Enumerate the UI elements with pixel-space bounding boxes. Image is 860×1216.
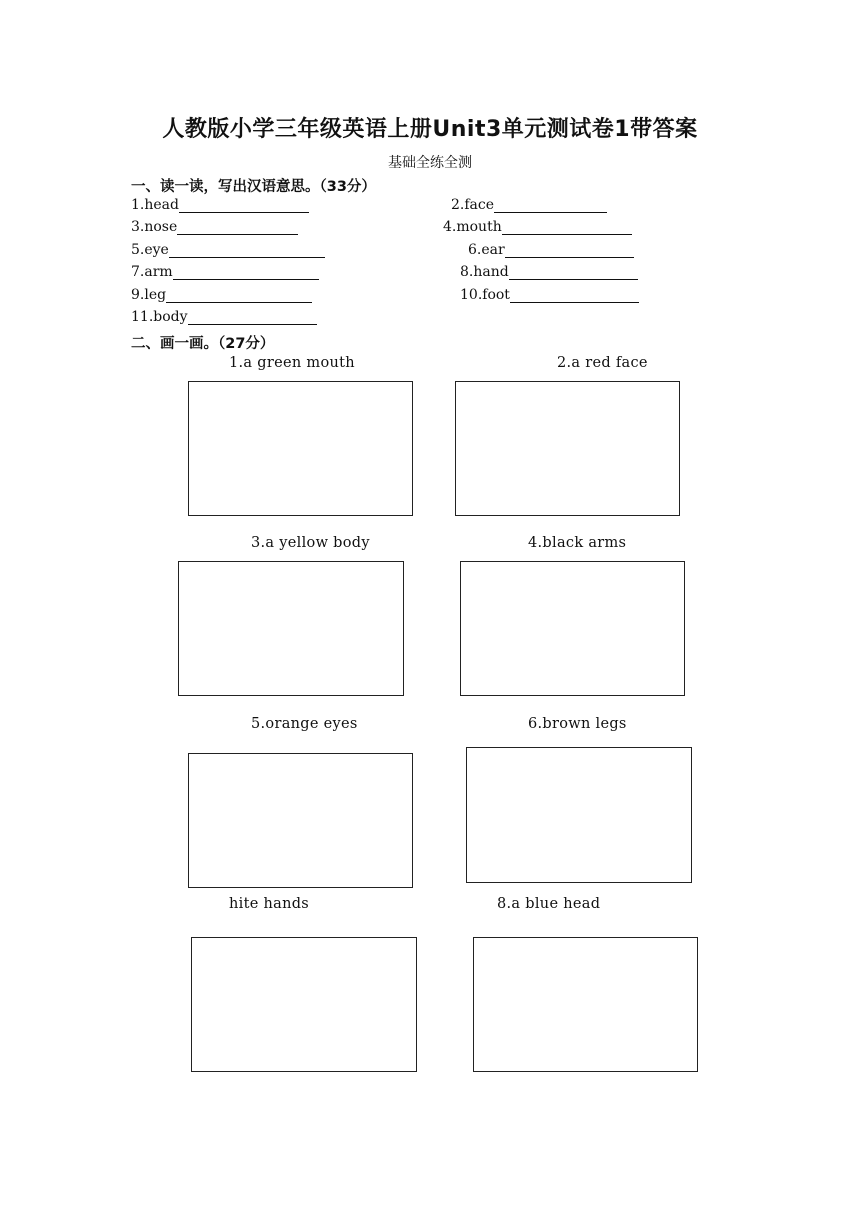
vocab-word: 11.body — [131, 309, 188, 325]
vocab-item — [131, 264, 319, 280]
vocab-word: 10.foot — [460, 287, 510, 303]
vocab-word: 2.face — [451, 197, 495, 213]
section-2-heading: 二、画一画。（27分） — [131, 336, 275, 352]
vocab-word: 8.hand — [460, 264, 509, 280]
drawing-box[interactable] — [191, 937, 417, 1072]
answer-blank[interactable] — [502, 219, 632, 235]
vocab-item — [451, 197, 607, 213]
answer-blank[interactable] — [494, 197, 607, 213]
answer-blank[interactable] — [179, 197, 309, 213]
drawing-box[interactable] — [188, 753, 413, 888]
answer-blank[interactable] — [166, 287, 312, 303]
answer-blank[interactable] — [169, 242, 325, 258]
drawing-prompt: 3.a yellow body — [251, 535, 370, 551]
answer-blank[interactable] — [505, 242, 634, 258]
vocab-word: 4.mouth — [443, 219, 502, 235]
vocab-item — [131, 309, 317, 325]
vocab-word: 5.eye — [131, 242, 169, 258]
vocab-item — [443, 219, 632, 235]
drawing-box[interactable] — [460, 561, 685, 696]
section-1-heading: 一、读一读，写出汉语意思。（33分） — [131, 179, 376, 195]
drawing-prompt: 4.black arms — [528, 535, 627, 551]
drawing-prompt: 5.orange eyes — [251, 716, 358, 732]
page-title: 人教版小学三年级英语上册Unit3单元测试卷1带答案 — [162, 117, 698, 142]
drawing-prompt: hite hands — [229, 896, 310, 912]
vocab-word: 3.nose — [131, 219, 178, 235]
vocab-item — [460, 264, 638, 280]
vocab-word: 9.leg — [131, 287, 167, 303]
drawing-box[interactable] — [178, 561, 404, 696]
answer-blank[interactable] — [188, 309, 317, 325]
answer-blank[interactable] — [510, 287, 639, 303]
drawing-box[interactable] — [473, 937, 698, 1072]
drawing-prompt: 1.a green mouth — [229, 355, 355, 371]
page-subtitle: 基础全练全测 — [388, 155, 472, 171]
vocab-item — [131, 287, 312, 303]
vocab-item — [131, 242, 325, 258]
vocab-word: 7.arm — [131, 264, 173, 280]
drawing-prompt: 8.a blue head — [497, 896, 601, 912]
drawing-prompt: 2.a red face — [557, 355, 648, 371]
answer-blank[interactable] — [177, 219, 298, 235]
vocab-word: 6.ear — [468, 242, 505, 258]
vocab-word: 1.head — [131, 197, 179, 213]
answer-blank[interactable] — [509, 264, 638, 280]
answer-blank[interactable] — [173, 264, 319, 280]
drawing-box[interactable] — [466, 747, 692, 883]
drawing-prompt: 6.brown legs — [528, 716, 627, 732]
drawing-box[interactable] — [188, 381, 413, 516]
vocab-item — [131, 219, 298, 235]
vocab-item — [131, 197, 309, 213]
vocab-item — [460, 287, 639, 303]
drawing-box[interactable] — [455, 381, 680, 516]
vocab-item — [468, 242, 634, 258]
